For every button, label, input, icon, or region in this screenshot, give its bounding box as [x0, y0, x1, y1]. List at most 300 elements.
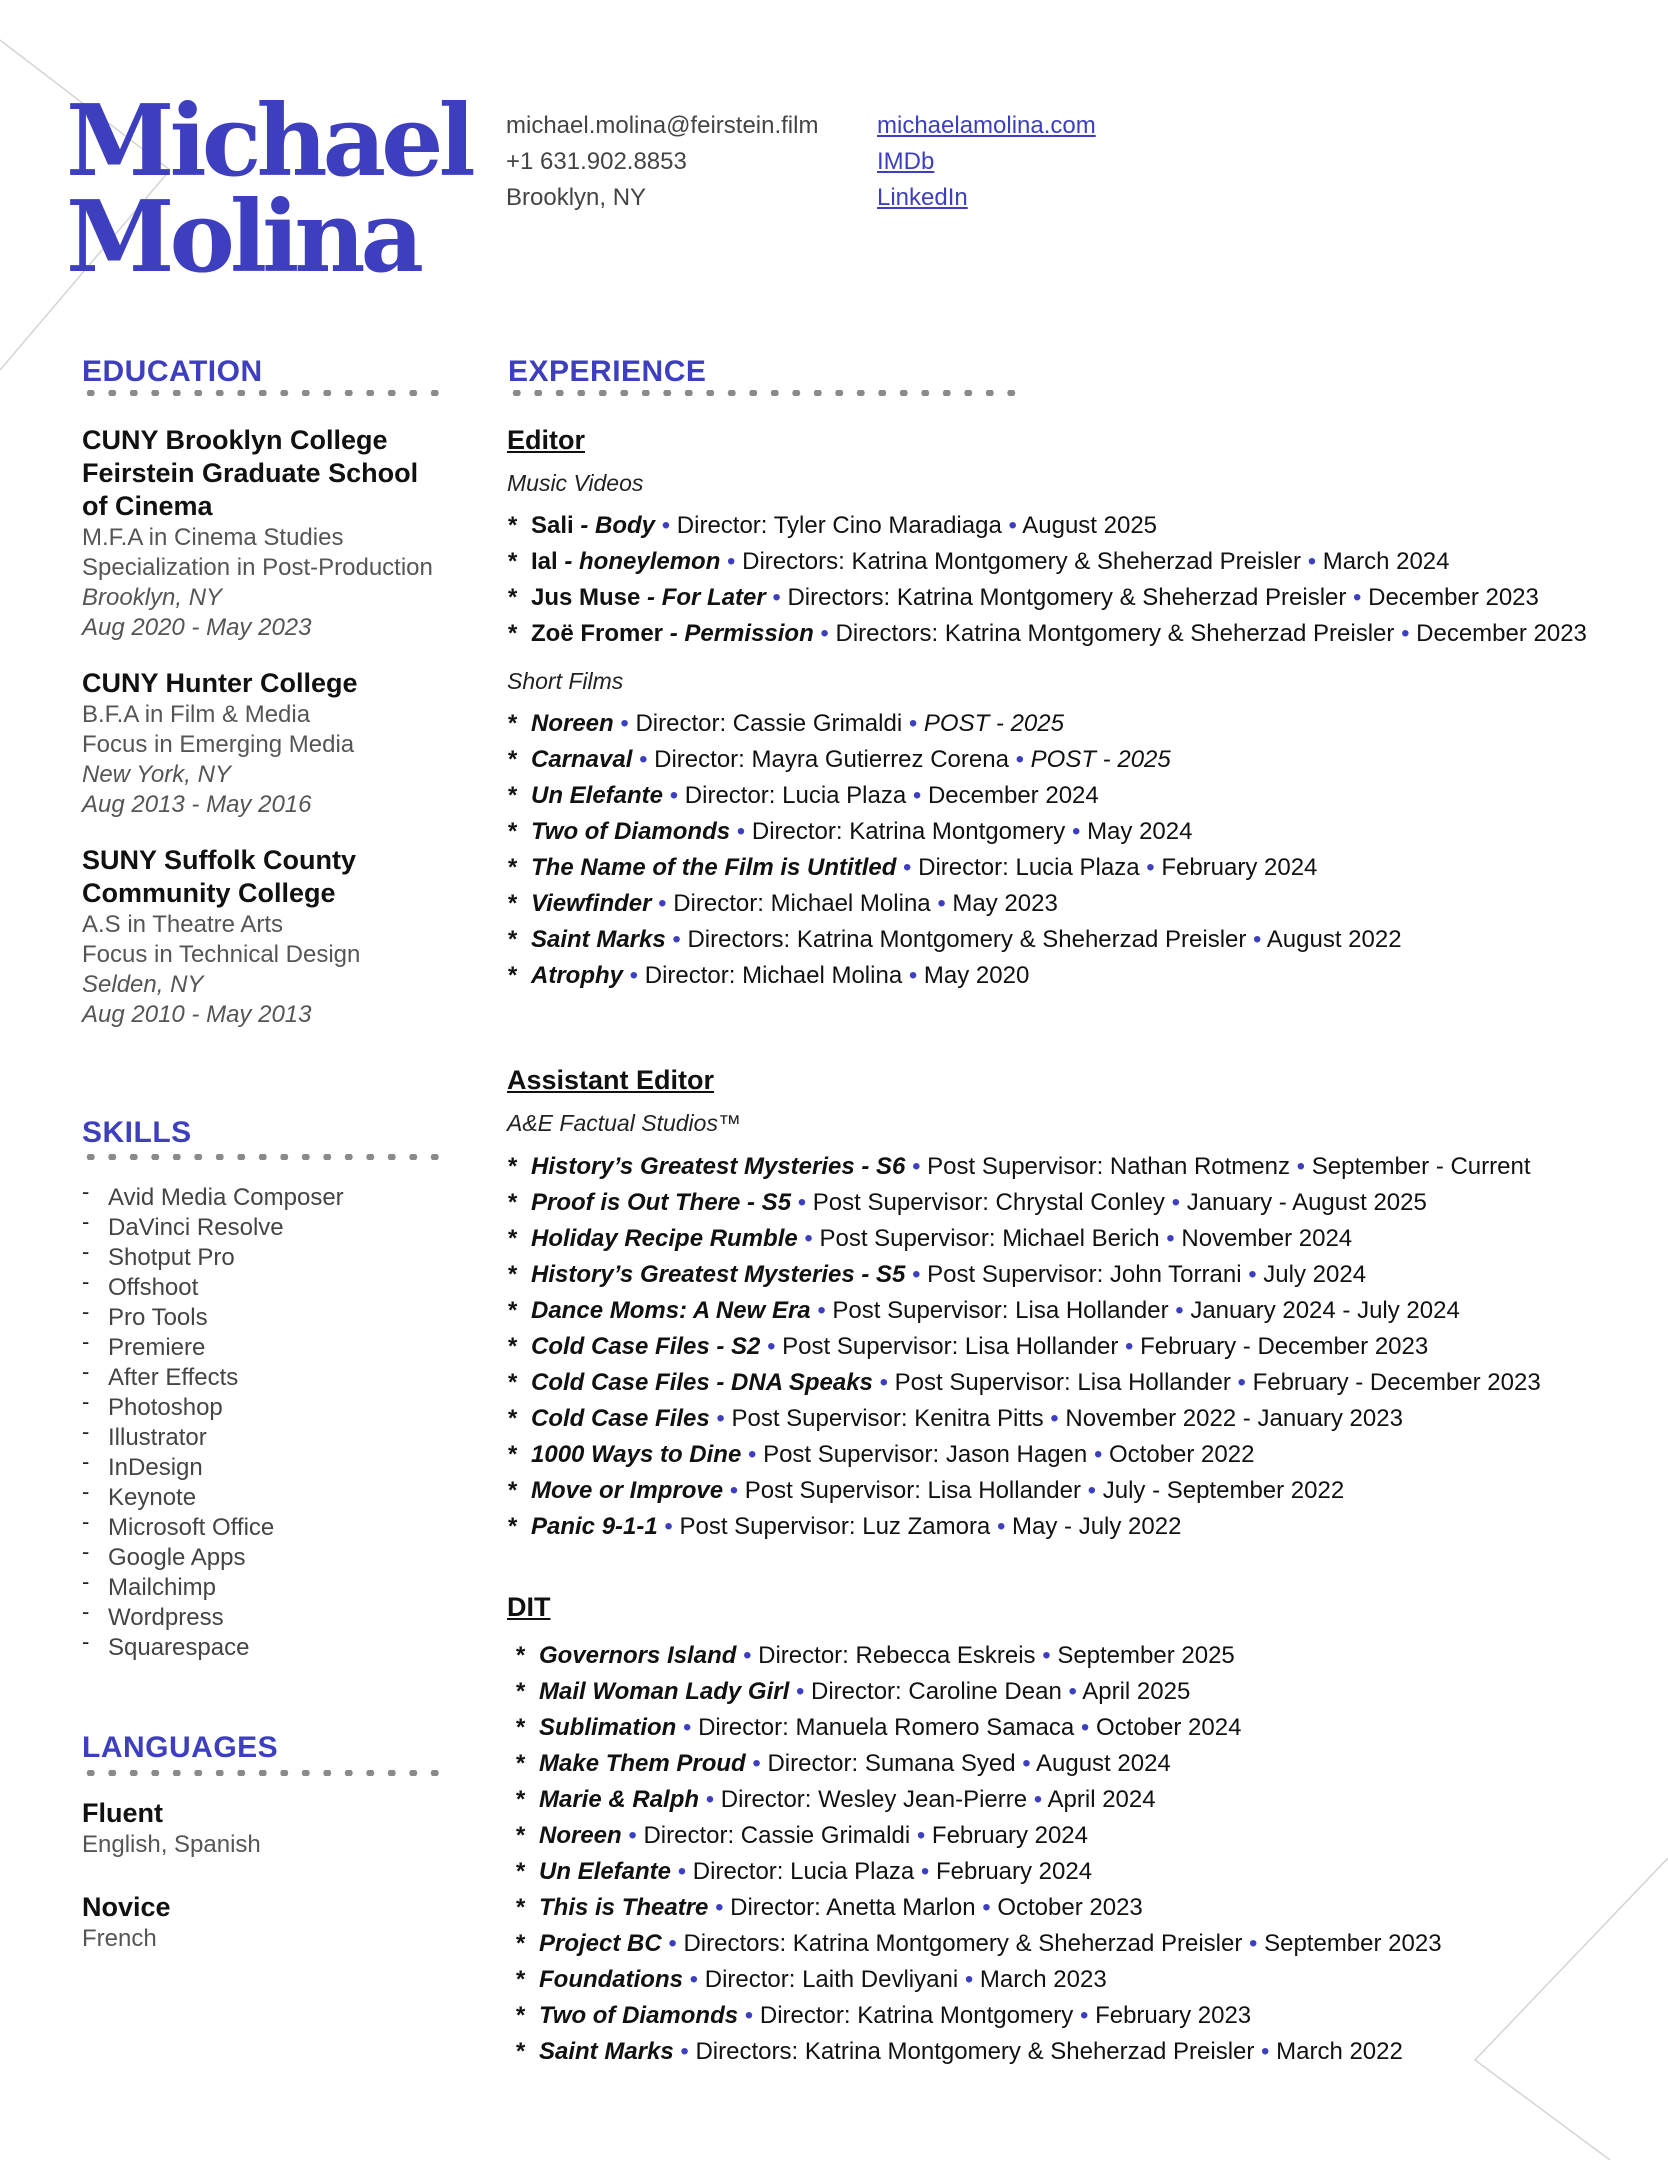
experience-entry — [507, 814, 1647, 850]
website-link[interactable]: michaelamolina.com — [877, 112, 1096, 139]
entry-credit: Post Supervisor: Lisa Hollander — [744, 1477, 1081, 1504]
experience-entry — [507, 1401, 1647, 1437]
bullet-separator: • — [664, 1513, 673, 1540]
entry-title: Noreen — [539, 1822, 622, 1849]
bullet-separator: • — [683, 1714, 692, 1741]
entry-credit: Post Supervisor: John Torrani — [927, 1261, 1242, 1288]
entry-credit: Post Supervisor: Michael Berich — [819, 1225, 1160, 1252]
bullet-separator: • — [1353, 584, 1362, 611]
asterisk-icon: * — [507, 710, 517, 737]
page-title-name — [66, 84, 471, 295]
entry-title: Un Elefante — [539, 1858, 672, 1885]
email: michael.molina@feirstein.film — [506, 112, 819, 139]
languages-divider-dots — [80, 1770, 445, 1776]
bullet-separator: • — [1248, 1261, 1257, 1288]
experience-entry — [507, 544, 1647, 580]
bullet-separator: • — [668, 1930, 677, 1957]
place: Brooklyn, NY — [82, 584, 223, 611]
entry-credit: Director: Manuela Romero Samaca — [698, 1714, 1075, 1741]
bullet-separator: • — [727, 548, 736, 575]
experience-entry — [507, 706, 1647, 742]
bullet-separator: • — [1050, 1405, 1059, 1432]
dash-icon: - — [82, 1299, 90, 1324]
entry-title: Governors Island — [539, 1642, 737, 1669]
bullet-separator: • — [964, 1966, 974, 1993]
work-title: Permission — [684, 620, 814, 647]
entry-credit: Director: Sumana Syed — [767, 1750, 1016, 1777]
entry-credit: Directors: Katrina Montgomery & Sheherzad Preisler — [683, 1930, 1243, 1957]
entry-date: August 2024 — [1036, 1750, 1171, 1777]
entry-title: Saint Marks — [531, 926, 666, 953]
entry-title: Panic 9-1-1 — [531, 1513, 658, 1540]
language-level: Fluent — [82, 1798, 163, 1828]
entry-date: August 2022 — [1266, 926, 1402, 953]
work-title: honeylemon — [579, 548, 721, 575]
dash-icon: - — [82, 1269, 90, 1294]
profile-links — [877, 108, 1096, 216]
education-entry — [82, 424, 462, 643]
experience-entry — [515, 1926, 1647, 1962]
bullet-separator: • — [795, 1678, 805, 1705]
work-title: Body — [595, 512, 656, 539]
focus: Focus in Technical Design — [82, 941, 361, 968]
asterisk-icon: * — [507, 1441, 517, 1468]
experience-entry — [507, 580, 1647, 616]
school-name — [82, 844, 462, 910]
skill-item — [82, 1419, 462, 1453]
asterisk-icon: * — [507, 1405, 517, 1432]
entry-credit: Post Supervisor: Lisa Hollander — [832, 1297, 1169, 1324]
entry-title: Un Elefante — [531, 782, 664, 809]
bullet-separator: • — [705, 1786, 715, 1813]
place: New York, NY — [82, 761, 231, 788]
artist-name: Sali — [531, 512, 574, 539]
entry-date: October 2022 — [1109, 1441, 1255, 1468]
entry-title: Two of Diamonds — [531, 818, 731, 845]
bullet-separator: • — [1079, 2002, 1089, 2029]
bullet-separator: • — [669, 782, 679, 809]
entry-title: Atrophy — [531, 962, 623, 989]
asterisk-icon: * — [507, 1225, 517, 1252]
experience-divider-dots — [506, 390, 1016, 396]
entry-date: December 2023 — [1368, 584, 1539, 611]
skill-label: Keynote — [108, 1484, 197, 1511]
skill-label: Illustrator — [108, 1424, 207, 1451]
degree: M.F.A in Cinema Studies — [82, 524, 344, 551]
artist-name: Ial — [531, 548, 558, 575]
bullet-separator: • — [772, 584, 781, 611]
entry-date: February - December 2023 — [1140, 1333, 1429, 1360]
entry-credit: Director: Michael Molina — [673, 890, 931, 917]
short-film-list — [507, 706, 1647, 994]
entry-credit: Post Supervisor: Lisa Hollander — [894, 1369, 1231, 1396]
first-name: Michael — [66, 84, 471, 199]
bullet-separator: • — [1080, 1714, 1090, 1741]
experience-entry — [515, 1782, 1647, 1818]
experience-entry — [507, 1221, 1647, 1257]
skills-section — [82, 1179, 462, 1663]
dit-list — [507, 1638, 1647, 2070]
bullet-separator: • — [639, 746, 648, 773]
imdb-link[interactable]: IMDb — [877, 148, 935, 175]
entry-credit: Director: Lucia Plaza — [692, 1858, 915, 1885]
last-name: Molina — [66, 180, 420, 295]
entry-credit: Director: Michael Molina — [644, 962, 903, 989]
asterisk-icon: * — [507, 782, 517, 809]
experience-entry — [515, 1890, 1647, 1926]
bullet-separator: • — [620, 710, 629, 737]
asterisk-icon: * — [507, 890, 517, 917]
entry-date: February 2024 — [931, 1822, 1088, 1849]
dash-icon: - — [82, 1449, 90, 1474]
skill-item — [82, 1479, 462, 1513]
asterisk-icon: * — [507, 1153, 517, 1180]
asterisk-icon: * — [515, 2002, 525, 2029]
bullet-separator: • — [1087, 1477, 1097, 1504]
bullet-separator: • — [1093, 1441, 1103, 1468]
dash-icon: - — [82, 1209, 90, 1234]
bullet-separator: • — [1171, 1189, 1181, 1216]
dash-icon: - — [82, 1479, 90, 1504]
bullet-separator: • — [797, 1189, 807, 1216]
entry-date: April 2024 — [1047, 1786, 1156, 1813]
entry-date: February 2024 — [1161, 854, 1318, 881]
school-name-line: Feirstein Graduate School — [82, 458, 419, 488]
entry-credit: Director: Lucia Plaza — [918, 854, 1140, 881]
asterisk-icon: * — [507, 584, 517, 611]
entry-date: September 2023 — [1264, 1930, 1442, 1957]
skill-item — [82, 1599, 462, 1633]
category-short-films: Short Films — [507, 668, 624, 694]
entry-date: May 2020 — [923, 962, 1030, 989]
entry-credit: Director: Lucia Plaza — [684, 782, 907, 809]
entry-date: February 2023 — [1095, 2002, 1252, 2029]
experience-entry — [515, 1638, 1647, 1674]
skill-item — [82, 1209, 462, 1243]
skill-label: Shotput Pro — [108, 1244, 235, 1271]
entry-date: November 2022 - January 2023 — [1065, 1405, 1403, 1432]
entry-title: 1000 Ways to Dine — [531, 1441, 742, 1468]
entry-title: Viewfinder — [531, 890, 652, 917]
bullet-separator: • — [752, 1750, 761, 1777]
experience-entry — [507, 616, 1647, 652]
languages-heading: LANGUAGES — [82, 1731, 279, 1764]
artist-name: Zoë Fromer — [531, 620, 664, 647]
entry-title: Make Them Proud — [539, 1750, 746, 1777]
experience-entry — [507, 742, 1647, 778]
asterisk-icon: * — [507, 854, 517, 881]
entry-date: March 2022 — [1276, 2038, 1403, 2065]
dash-icon: - — [82, 1179, 90, 1204]
asterisk-icon: * — [515, 1858, 525, 1885]
entry-date: September - Current — [1311, 1153, 1531, 1180]
entry-credit: Director: Katrina Montgomery — [759, 2002, 1074, 2029]
school-name-line: SUNY Suffolk County — [82, 845, 357, 875]
language-list: English, Spanish — [82, 1831, 261, 1858]
asterisk-icon: * — [507, 620, 517, 647]
role-title-assistant-editor: Assistant Editor — [507, 1065, 715, 1095]
school-name — [82, 667, 462, 700]
skill-label: Google Apps — [108, 1544, 246, 1571]
bullet-separator: • — [1015, 746, 1024, 773]
entry-credit: Director: Katrina Montgomery — [751, 818, 1066, 845]
asterisk-icon: * — [515, 2038, 525, 2065]
experience-entry — [515, 2034, 1647, 2070]
bullet-separator: • — [920, 1858, 930, 1885]
asterisk-icon: * — [507, 512, 517, 539]
entry-credit: Directors: Katrina Montgomery & Sheherzad Preisler — [687, 926, 1247, 953]
experience-entry — [507, 1437, 1647, 1473]
entry-credit: Director: Tyler Cino Maradiaga — [676, 512, 1002, 539]
skill-item — [82, 1269, 462, 1303]
entry-credit: Post Supervisor: Luz Zamora — [679, 1513, 991, 1540]
dash-icon: - — [82, 1509, 90, 1534]
linkedin-link[interactable]: LinkedIn — [877, 184, 968, 211]
experience-entry — [515, 1674, 1647, 1710]
asterisk-icon: * — [507, 818, 517, 845]
skill-item — [82, 1539, 462, 1573]
bullet-separator: • — [982, 1894, 991, 1921]
asterisk-icon: * — [515, 1750, 525, 1777]
bullet-separator: • — [1253, 926, 1262, 953]
bullet-separator: • — [908, 710, 918, 737]
bullet-separator: • — [748, 1441, 757, 1468]
bullet-separator: • — [903, 854, 912, 881]
skill-item — [82, 1179, 462, 1213]
dash-icon: - — [82, 1359, 90, 1384]
focus: Specialization in Post-Production — [82, 554, 433, 581]
experience-entry — [515, 1818, 1647, 1854]
bullet-separator: • — [1401, 620, 1410, 647]
dit-section — [507, 1590, 1647, 2070]
entry-date: POST - 2025 — [1030, 746, 1171, 773]
skill-item — [82, 1329, 462, 1363]
entry-credit: Director: Mayra Gutierrez Corena — [654, 746, 1009, 773]
entry-credit: Directors: Katrina Montgomery & Sheherzad Preisler — [742, 548, 1302, 575]
asterisk-icon: * — [507, 926, 517, 953]
bullet-separator: • — [1175, 1297, 1184, 1324]
entry-date: March 2024 — [1322, 548, 1450, 575]
editor-section — [507, 423, 1647, 994]
bullet-separator: • — [1296, 1153, 1306, 1180]
skill-label: Photoshop — [108, 1394, 223, 1421]
phone: +1 631.902.8853 — [506, 148, 687, 175]
entry-date: May - July 2022 — [1012, 1513, 1182, 1540]
artist-name: Jus Muse — [531, 584, 641, 611]
bullet-separator: • — [661, 512, 671, 539]
bullet-separator: • — [817, 1297, 826, 1324]
dash-icon: - — [82, 1569, 90, 1594]
school-name-line: CUNY Hunter College — [82, 668, 358, 698]
entry-title: Project BC — [539, 1930, 662, 1957]
skill-label: Mailchimp — [108, 1574, 217, 1601]
skill-label: DaVinci Resolve — [108, 1214, 284, 1241]
dash-icon: - — [82, 1629, 90, 1654]
language-list: French — [82, 1925, 157, 1952]
entry-title: Sublimation — [539, 1714, 677, 1741]
assistant-editor-section — [507, 1063, 1647, 1545]
bullet-separator: • — [912, 1153, 921, 1180]
entry-credit: Post Supervisor: Jason Hagen — [763, 1441, 1088, 1468]
asterisk-icon: * — [515, 1642, 525, 1669]
experience-entry — [507, 1293, 1647, 1329]
bullet-separator: • — [680, 2038, 689, 2065]
role-title-dit: DIT — [507, 1592, 551, 1622]
asterisk-icon: * — [515, 1786, 525, 1813]
bullet-separator: • — [1042, 1642, 1051, 1669]
education-entry — [82, 667, 462, 820]
entry-credit: Director: Wesley Jean-Pierre — [720, 1786, 1028, 1813]
dates: Aug 2010 - May 2013 — [82, 1001, 312, 1028]
degree: A.S in Theatre Arts — [82, 911, 283, 938]
degree: B.F.A in Film & Media — [82, 701, 311, 728]
language-level: Novice — [82, 1892, 171, 1922]
skill-item — [82, 1359, 462, 1393]
bullet-separator: • — [937, 890, 946, 917]
skill-label: Avid Media Composer — [108, 1184, 344, 1211]
experience-entry — [507, 886, 1647, 922]
experience-heading: EXPERIENCE — [508, 355, 707, 388]
experience-entry — [507, 778, 1647, 814]
skill-item — [82, 1299, 462, 1333]
experience-entry — [507, 1509, 1647, 1545]
skill-item — [82, 1449, 462, 1483]
entry-credit: Director: Cassie Grimaldi — [643, 1822, 911, 1849]
entry-credit: Director: Cassie Grimaldi — [635, 710, 903, 737]
category-studio: A&E Factual Studios™ — [507, 1110, 741, 1136]
bullet-separator: • — [820, 620, 829, 647]
dash-icon: - — [82, 1239, 90, 1264]
entry-credit: Director: Caroline Dean — [811, 1678, 1062, 1705]
entry-date: November 2024 — [1181, 1225, 1353, 1252]
asterisk-icon: * — [515, 1966, 525, 1993]
entry-title: Saint Marks — [539, 2038, 674, 2065]
experience-entry — [515, 1710, 1647, 1746]
bullet-separator: • — [677, 1858, 687, 1885]
bullet-separator: • — [629, 962, 639, 989]
entry-title: Ial - honeylemon — [531, 548, 721, 575]
experience-entry — [515, 1854, 1647, 1890]
entry-credit: Director: Laith Devliyani — [704, 1966, 959, 1993]
skill-item — [82, 1509, 462, 1543]
skill-label: Premiere — [108, 1334, 206, 1361]
bullet-separator: • — [1166, 1225, 1175, 1252]
bullet-separator: • — [1033, 1786, 1043, 1813]
entry-title: History’s Greatest Mysteries - S5 — [531, 1261, 906, 1288]
dates: Aug 2013 - May 2016 — [82, 791, 312, 818]
skills-heading: SKILLS — [82, 1116, 192, 1149]
experience-entry — [515, 1998, 1647, 2034]
experience-entry — [507, 1329, 1647, 1365]
experience-entry — [515, 1746, 1647, 1782]
experience-entry — [507, 1149, 1647, 1185]
entry-date: February 2024 — [935, 1858, 1093, 1885]
education-divider-dots — [80, 390, 445, 396]
experience-entry — [507, 1365, 1647, 1401]
education-heading: EDUCATION — [82, 355, 263, 388]
asterisk-icon: * — [507, 962, 517, 989]
experience-entry — [507, 508, 1647, 544]
bullet-separator: • — [628, 1822, 637, 1849]
asterisk-icon: * — [507, 1189, 517, 1216]
experience-entry — [507, 850, 1647, 886]
bullet-separator: • — [729, 1477, 739, 1504]
bullet-separator: • — [715, 1894, 724, 1921]
entry-credit: Director: Anetta Marlon — [730, 1894, 976, 1921]
experience-entry — [507, 1473, 1647, 1509]
entry-title: Dance Moms: A New Era — [531, 1297, 811, 1324]
entry-date: POST - 2025 — [923, 710, 1064, 737]
bullet-separator: • — [743, 1642, 752, 1669]
bullet-separator: • — [1261, 2038, 1270, 2065]
school-name-line: of Cinema — [82, 491, 213, 521]
entry-date: March 2023 — [979, 1966, 1107, 1993]
bullet-separator: • — [879, 1369, 888, 1396]
entry-title: Cold Case Files - DNA Speaks — [531, 1369, 873, 1396]
asterisk-icon: * — [507, 746, 517, 773]
bullet-separator: • — [672, 926, 681, 953]
skills-divider-dots — [80, 1154, 445, 1160]
dash-icon: - — [82, 1329, 90, 1354]
school-name — [82, 424, 462, 523]
dates: Aug 2020 - May 2023 — [82, 614, 312, 641]
entry-title: The Name of the Film is Untitled — [531, 854, 897, 881]
asterisk-icon: * — [507, 1477, 517, 1504]
skill-label: Wordpress — [108, 1604, 224, 1631]
entry-title: Move or Improve — [531, 1477, 724, 1504]
bullet-separator: • — [1249, 1930, 1258, 1957]
bullet-separator: • — [912, 782, 922, 809]
dash-icon: - — [82, 1419, 90, 1444]
entry-date: January - August 2025 — [1186, 1189, 1427, 1216]
bullet-separator: • — [716, 1405, 725, 1432]
school-name-line: CUNY Brooklyn College — [82, 425, 388, 455]
bullet-separator: • — [1146, 854, 1155, 881]
asterisk-icon: * — [515, 1822, 525, 1849]
experience-entry — [507, 1185, 1647, 1221]
place: Selden, NY — [82, 971, 204, 998]
bullet-separator: • — [908, 962, 918, 989]
skill-label: Microsoft Office — [108, 1514, 275, 1541]
bullet-separator: • — [912, 1261, 921, 1288]
school-name-line: Community College — [82, 878, 336, 908]
entry-credit: Post Supervisor: Chrystal Conley — [812, 1189, 1165, 1216]
entry-title: Mail Woman Lady Girl — [539, 1678, 790, 1705]
bullet-separator: • — [744, 2002, 754, 2029]
entry-date: July - September 2022 — [1102, 1477, 1345, 1504]
entry-title: Sali - Body — [531, 512, 656, 539]
skill-label: Offshoot — [108, 1274, 199, 1301]
entry-date: May 2024 — [1087, 818, 1193, 845]
entry-date: February - December 2023 — [1252, 1369, 1541, 1396]
skill-label: Pro Tools — [108, 1304, 208, 1331]
asterisk-icon: * — [515, 1714, 525, 1741]
entry-credit: Post Supervisor: Nathan Rotmenz — [927, 1153, 1290, 1180]
bullet-separator: • — [804, 1225, 813, 1252]
entry-credit: Directors: Katrina Montgomery & Sheherzad Preisler — [787, 584, 1347, 611]
experience-entry — [515, 1962, 1647, 1998]
contact-info — [506, 108, 818, 216]
entry-credit: Director: Rebecca Eskreis — [758, 1642, 1036, 1669]
entry-title: Holiday Recipe Rumble — [531, 1225, 798, 1252]
entry-title: Noreen — [531, 710, 614, 737]
dash-icon: - — [82, 1389, 90, 1414]
experience-entry — [507, 1257, 1647, 1293]
entry-credit: Directors: Katrina Montgomery & Sheherzad Preisler — [695, 2038, 1255, 2065]
dash-icon: - — [82, 1539, 90, 1564]
entry-title: Jus Muse - For Later — [531, 584, 766, 611]
entry-title: Two of Diamonds — [539, 2002, 739, 2029]
